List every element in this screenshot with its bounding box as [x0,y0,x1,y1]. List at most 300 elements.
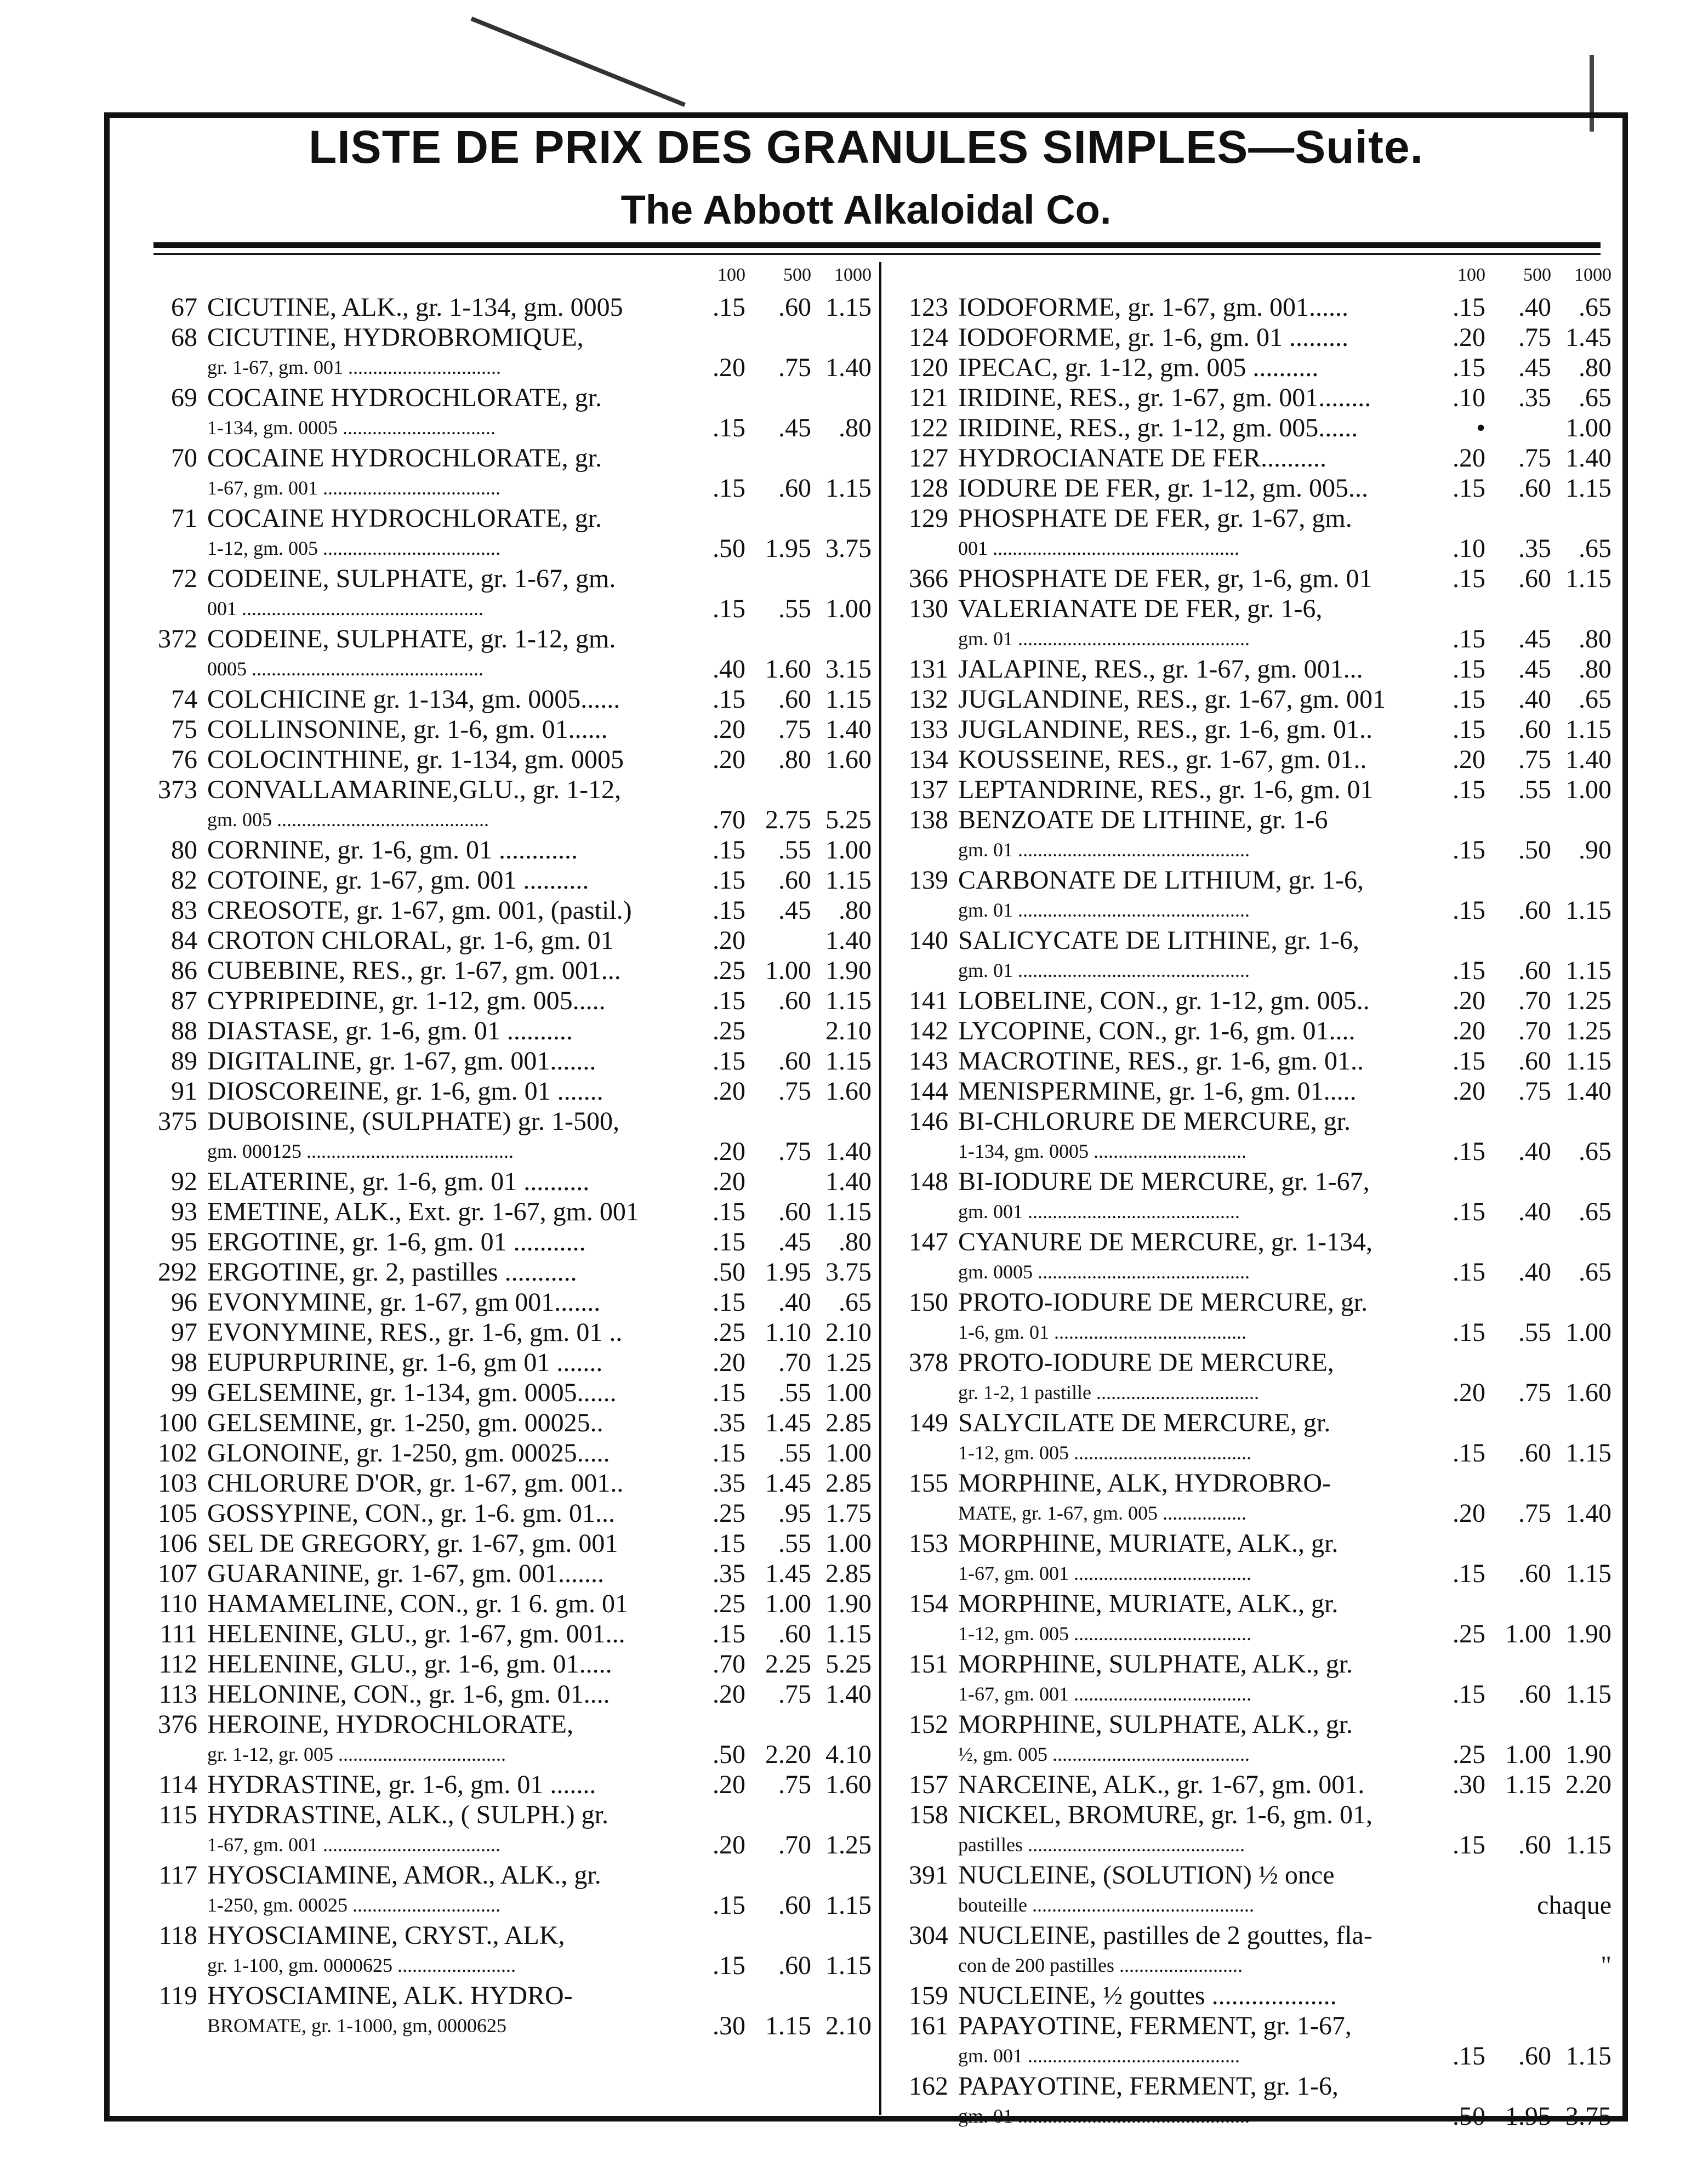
price-1000: 2.10 [825,1318,872,1347]
entry-number: 83 [171,896,197,925]
entry-continuation: gm. 01 ............................................... [958,628,1250,650]
entry-number: 80 [171,835,197,865]
entry-name: LOBELINE, CON., gr. 1-12, gm. 005.. [958,986,1370,1015]
price-100: .15 [713,1046,745,1076]
entry-number: 152 [909,1710,948,1739]
entry-number: 144 [909,1077,948,1106]
price-1000: 1.00 [1565,775,1611,804]
price-100: .20 [1453,1499,1485,1528]
price-entry [893,473,1611,503]
price-100: .25 [713,1499,745,1528]
entry-number: 150 [909,1288,948,1317]
price-1000: 1.15 [1565,956,1611,985]
price-500: .60 [778,1046,811,1076]
entry-name: HEROINE, HYDROCHLORATE, [207,1710,573,1739]
entry-number: 70 [171,443,197,473]
entry-name: COLCHICINE gr. 1-134, gm. 0005...... [207,685,620,714]
price-1000: 2.20 [1565,1770,1611,1799]
entry-line [143,1920,872,1950]
page-title: LISTE DE PRIX DES GRANULES SIMPLES—Suite. [309,121,1423,173]
price-entry [893,775,1611,805]
left-column [143,262,872,2041]
entry-continuation: 1-134, gm. 0005 ............................... [958,1140,1246,1162]
price-1000: 1.15 [1565,2041,1611,2071]
price-entry [893,1287,1611,1347]
price-entry [893,744,1611,775]
entry-line [893,1227,1611,1257]
price-1000: 1.15 [825,1046,872,1076]
price-entry [893,1076,1611,1106]
price-1000: 3.15 [825,655,872,684]
price-entry [893,1981,1611,2011]
entry-continuation: gm. 01 ............................................... [958,839,1250,861]
price-500: .75 [778,715,811,744]
entry-name: CORNINE, gr. 1-6, gm. 01 ............ [207,835,578,865]
entry-name: COLOCINTHINE, gr. 1-134, gm. 0005 [207,745,624,774]
price-100: .15 [713,474,745,503]
price-1000: 2.85 [825,1559,872,1588]
entry-number: 162 [909,2072,948,2101]
header-1000: 1000 [834,265,872,285]
entry-number: 76 [171,745,197,774]
entry-number: 102 [158,1438,197,1468]
price-500: 1.00 [1505,1619,1551,1648]
price-entry [893,925,1611,986]
price-1000: .65 [1579,685,1611,714]
entry-line [893,986,1611,1016]
entry-number: 292 [158,1258,197,1287]
entry-number: 123 [909,293,948,322]
price-500: .75 [778,353,811,382]
entry-line [893,744,1611,775]
entry-number: 157 [909,1770,948,1799]
price-entry [143,1317,872,1347]
entry-name: JALAPINE, RES., gr. 1-67, gm. 001... [958,655,1363,684]
entry-continuation: 1-67, gm. 001 .................................... [207,477,500,499]
entry-number: 391 [909,1861,948,1890]
entry-name: IODURE DE FER, gr. 1-12, gm. 005... [958,474,1368,503]
entry-line [893,805,1611,835]
price-500: .75 [1518,1077,1551,1106]
price-entry [143,1016,872,1046]
price-100: .15 [713,896,745,925]
entry-line [143,1197,872,1227]
price-1000: 2.85 [825,1469,872,1498]
entry-number: 82 [171,866,197,895]
entry-number: 87 [171,986,197,1015]
price-100: .15 [1453,1258,1485,1287]
price-1000: 1.40 [1565,443,1611,473]
entry-name: DIGITALINE, gr. 1-67, gm. 001....... [207,1046,596,1076]
price-1000: 1.40 [825,353,872,382]
price-100: .25 [713,956,745,985]
price-1000: .65 [1579,383,1611,412]
price-entry [893,1106,1611,1167]
price-500: .50 [1518,835,1551,865]
price-100: .15 [713,866,745,895]
price-entry [893,1649,1611,1709]
entry-number: 154 [909,1589,948,1618]
entry-number: 91 [171,1077,197,1106]
entry-line [143,383,872,413]
entry-number: 134 [909,745,948,774]
price-1000: 1.40 [1565,745,1611,774]
entry-line [143,1649,872,1679]
price-100: .40 [713,655,745,684]
entry-line [143,503,872,533]
entry-name: HYOSCIAMINE, CRYST., ALK, [207,1921,565,1950]
price-1000: 2.10 [825,1016,872,1045]
price-100: .25 [713,1589,745,1618]
price-500: .60 [778,685,811,714]
price-500: .75 [778,1770,811,1799]
entry-number: 112 [158,1650,197,1679]
price-entry [143,1860,872,1920]
entry-number: 149 [909,1408,948,1437]
price-500: 1.95 [765,1258,811,1287]
entry-name: BENZOATE DE LITHINE, gr. 1-6 [958,805,1328,834]
entry-line [893,1016,1611,1046]
entry-number: 120 [909,353,948,382]
price-entry [893,443,1611,473]
entry-line [893,1347,1611,1378]
price-1000: 3.75 [825,534,872,563]
price-500: .55 [778,835,811,865]
price-entry [143,1528,872,1559]
price-500: 1.15 [765,2011,811,2040]
entry-name: HYDROCIANATE DE FER.......... [958,443,1326,473]
price-entry [143,1046,872,1076]
price-entry [893,1167,1611,1227]
price-500: 1.45 [765,1559,811,1588]
entry-line [143,1408,872,1438]
price-1000: 1.00 [1565,1318,1611,1347]
price-500: .55 [778,1438,811,1468]
price-500: .60 [778,1197,811,1226]
price-1000: 1.40 [1565,1499,1611,1528]
price-100: .15 [713,1529,745,1558]
price-100: .20 [713,1077,745,1106]
price-1000: 3.75 [1565,2102,1611,2131]
price-500: .60 [1518,1830,1551,1859]
price-1000: 1.40 [825,926,872,955]
entry-line [143,1679,872,1709]
price-entry [143,1227,872,1257]
price-1000: 1.25 [1565,1016,1611,1045]
entry-name: COCAINE HYDROCHLORATE, gr. [207,383,602,412]
entry-line [893,2011,1611,2041]
entry-name: NUCLEINE, pastilles de 2 gouttes, fla- [958,1921,1373,1950]
price-1000: 1.15 [825,1891,872,1920]
entry-name: IODOFORME, gr. 1-67, gm. 001...... [958,293,1349,322]
entry-name: HELENINE, GLU., gr. 1-67, gm. 001... [207,1619,625,1648]
price-100: • [1476,413,1485,442]
entry-continuation: BROMATE, gr. 1-1000, gm, 0000625 [207,2015,507,2037]
price-100: .35 [713,1469,745,1498]
price-1000: 1.90 [825,956,872,985]
entry-line [143,925,872,956]
entry-name: DIASTASE, gr. 1-6, gm. 01 .......... [207,1016,573,1045]
entry-number: 92 [171,1167,197,1196]
entry-line [893,925,1611,956]
entry-number: 148 [909,1167,948,1196]
entry-line [893,684,1611,714]
price-entry [143,1709,872,1770]
price-100: .15 [713,835,745,865]
price-entry [143,1498,872,1528]
price-100: .15 [1453,564,1485,593]
price-100: .15 [1453,353,1485,382]
entry-name: HAMAMELINE, CON., gr. 1 6. gm. 01 [207,1589,628,1618]
entry-line [143,624,872,654]
entry-line [143,1046,872,1076]
price-100: .20 [1453,443,1485,473]
entry-line [893,1860,1611,1890]
entry-name: DUBOISINE, (SULPHATE) gr. 1-500, [207,1107,619,1136]
entry-continuation: 1-67, gm. 001 .................................... [958,1562,1251,1584]
price-1000: 1.15 [1565,1438,1611,1468]
entry-name: PHOSPHATE DE FER, gr. 1-67, gm. [958,504,1352,533]
entry-name: PAPAYOTINE, FERMENT, gr. 1-67, [958,2011,1352,2040]
entry-name: CYPRIPEDINE, gr. 1-12, gm. 005..... [207,986,606,1015]
entry-name: CYANURE DE MERCURE, gr. 1-134, [958,1227,1373,1256]
price-100: .15 [1453,1559,1485,1588]
entry-number: 153 [909,1529,948,1558]
entry-line [893,503,1611,533]
entry-name: MACROTINE, RES., gr. 1-6, gm. 01.. [958,1046,1364,1076]
entry-name: EVONYMINE, RES., gr. 1-6, gm. 01 .. [207,1318,623,1347]
entry-number: 142 [909,1016,948,1045]
entry-continuation: 1-12, gm. 005 .................................... [958,1623,1251,1645]
entry-continuation: gr. 1-2, 1 pastille ................................. [958,1381,1259,1403]
entry-continuation: 1-12, gm. 005 .................................... [958,1442,1251,1464]
entry-continuation: gm. 005 ........................................... [207,809,489,831]
price-100: .25 [713,1318,745,1347]
entry-name: CICUTINE, HYDROBROMIQUE, [207,323,584,352]
column-divider [879,262,881,2115]
price-500: 1.00 [765,1589,811,1618]
price-entry [893,1920,1611,1981]
price-1000: 1.40 [825,1137,872,1166]
price-100: .50 [713,534,745,563]
entry-line [893,1649,1611,1679]
entry-number: 140 [909,926,948,955]
price-entry [893,1860,1611,1920]
price-500: .60 [778,1619,811,1648]
price-1000: 1.15 [825,685,872,714]
price-entry [893,1800,1611,1860]
price-500: 1.95 [1505,2102,1551,2131]
price-1000: 1.00 [825,1529,872,1558]
price-1000: .80 [1579,624,1611,653]
entry-number: 122 [909,413,948,442]
price-100: .15 [713,413,745,442]
price-500: 2.20 [765,1740,811,1769]
price-1000: 1.40 [825,715,872,744]
entry-number: 96 [171,1288,197,1317]
price-entry [893,1046,1611,1076]
entry-name: CROTON CHLORAL, gr. 1-6, gm. 01 [207,926,614,955]
entry-continuation: gm. 000125 .......................................... [207,1140,514,1162]
price-500: 1.10 [765,1318,811,1347]
price-entry [893,292,1611,322]
price-1000: .65 [839,1288,872,1317]
entry-name: CREOSOTE, gr. 1-67, gm. 001, (pastil.) [207,896,632,925]
price-500: .40 [1518,293,1551,322]
entry-name: ERGOTINE, gr. 2, pastilles ........... [207,1258,577,1287]
price-500: .45 [778,413,811,442]
price-entry [143,1076,872,1106]
price-1000: 1.00 [825,835,872,865]
price-1000: 1.15 [1565,1680,1611,1709]
entry-continuation: gm. 0005 ........................................... [958,1261,1250,1283]
entry-name: SALYCILATE DE MERCURE, gr. [958,1408,1331,1437]
entry-number: 146 [909,1107,948,1136]
entry-name: IPECAC, gr. 1-12, gm. 005 .......... [958,353,1319,382]
price-1000: 2.85 [825,1408,872,1437]
entry-name: ERGOTINE, gr. 1-6, gm. 01 ........... [207,1227,586,1256]
price-1000: 1.15 [1565,896,1611,925]
price-100: .20 [713,1348,745,1377]
price-1000: 1.15 [825,1951,872,1980]
entry-line [143,1498,872,1528]
entry-name: COLLINSONINE, gr. 1-6, gm. 01...... [207,715,608,744]
price-100: .15 [1453,1046,1485,1076]
price-1000: .90 [1579,835,1611,865]
price-entry [893,383,1611,413]
price-1000: 1.90 [825,1589,872,1618]
price-1000: 1.00 [825,1378,872,1407]
entry-number: 158 [909,1800,948,1829]
entry-name: CODEINE, SULPHATE, gr. 1-67, gm. [207,564,616,593]
price-1000: 1.60 [825,1770,872,1799]
price-1000: 1.00 [1565,413,1611,442]
price-1000: 1.00 [825,1438,872,1468]
entry-continuation: MATE, gr. 1-67, gm. 005 ................. [958,1502,1246,1524]
price-entry [893,1347,1611,1408]
entry-name: MENISPERMINE, gr. 1-6, gm. 01..... [958,1077,1357,1106]
entry-number: 71 [171,504,197,533]
price-entry [893,2071,1611,2131]
entry-number: 89 [171,1046,197,1076]
price-100: .15 [713,1619,745,1648]
entry-number: 97 [171,1318,197,1347]
entry-continuation: gr. 1-67, gm. 001 ............................... [207,356,501,378]
entry-line [143,1016,872,1046]
price-1000: 1.60 [1565,1378,1611,1407]
price-500: .55 [1518,1318,1551,1347]
entry-number: 93 [171,1197,197,1226]
entry-continuation: gm. 01 ............................................... [958,899,1250,921]
price-entry [143,1438,872,1468]
price-500: .60 [778,986,811,1015]
entry-continuation: gm. 001 ........................................... [958,1201,1240,1222]
price-100: .15 [1453,1438,1485,1468]
entry-continuation: gm. 001 ........................................... [958,2045,1240,2067]
price-1000: 1.25 [1565,986,1611,1015]
price-500: .60 [1518,1438,1551,1468]
entry-line [893,322,1611,352]
entry-line [143,292,872,322]
price-100: .15 [713,1197,745,1226]
entry-name: MORPHINE, MURIATE, ALK., gr. [958,1589,1339,1618]
price-entry [893,1528,1611,1589]
price-entry [893,684,1611,714]
entry-name: IRIDINE, RES., gr. 1-67, gm. 001........ [958,383,1371,412]
entry-name: NARCEINE, ALK., gr. 1-67, gm. 001. [958,1770,1365,1799]
entry-name: CUBEBINE, RES., gr. 1-67, gm. 001... [207,956,621,985]
entry-name: PHOSPHATE DE FER, gr, 1-6, gm. 01 [958,564,1373,593]
entry-number: 131 [909,655,948,684]
price-100: .20 [713,1830,745,1859]
price-entry [143,1468,872,1498]
entry-name: CARBONATE DE LITHIUM, gr. 1-6, [958,866,1364,895]
entry-number: 95 [171,1227,197,1256]
entry-number: 98 [171,1348,197,1377]
price-100: .20 [713,353,745,382]
price-1000: 1.15 [1565,1830,1611,1859]
price-500: .70 [1518,986,1551,1015]
entry-line [143,1347,872,1378]
price-entry [143,684,872,714]
entry-line [893,1920,1611,1950]
price-500: .40 [1518,1258,1551,1287]
price-1000: 2.10 [825,2011,872,2040]
price-100: .20 [1453,1378,1485,1407]
price-entry [893,986,1611,1016]
price-500: .60 [778,1951,811,1980]
entry-name: LYCOPINE, CON., gr. 1-6, gm. 01.... [958,1016,1356,1045]
price-entry [893,322,1611,352]
price-100: .20 [713,1680,745,1709]
entry-name: SEL DE GREGORY, gr. 1-67, gm. 001 [207,1529,618,1558]
price-entry [893,564,1611,594]
price-500: .80 [778,745,811,774]
entry-name: GUARANINE, gr. 1-67, gm. 001....... [207,1559,604,1588]
entry-line [143,322,872,352]
entry-continuation: 0005 ............................................... [207,658,483,680]
entry-number: 103 [158,1469,197,1498]
entry-line [143,684,872,714]
price-entry [143,1257,872,1287]
price-100: .35 [713,1559,745,1588]
entry-continuation: 1-12, gm. 005 .................................... [207,537,500,559]
price-entry [893,352,1611,383]
entry-number: 110 [158,1589,197,1618]
entry-name: CHLORURE D'OR, gr. 1-67, gm. 001.. [207,1469,624,1498]
price-100: .10 [1453,383,1485,412]
price-1000: 1.40 [825,1680,872,1709]
entry-continuation: bouteille ............................................. [958,1894,1254,1916]
entry-number: 375 [158,1107,197,1136]
entry-line [893,292,1611,322]
price-100: .20 [713,715,745,744]
entry-name: GELSEMINE, gr. 1-134, gm. 0005...... [207,1378,617,1407]
entry-number: 139 [909,866,948,895]
price-500: .75 [778,1137,811,1166]
entry-number: 88 [171,1016,197,1045]
price-100: .25 [1453,1740,1485,1769]
price-1000: 1.15 [825,1197,872,1226]
entry-line [143,744,872,775]
price-1000: 1.45 [1565,323,1611,352]
price-100: .15 [1453,896,1485,925]
entry-name: GOSSYPINE, CON., gr. 1-6. gm. 01... [207,1499,616,1528]
price-entry [143,1287,872,1317]
entry-line [143,835,872,865]
price-100: .15 [713,1951,745,1980]
entry-line [893,383,1611,413]
